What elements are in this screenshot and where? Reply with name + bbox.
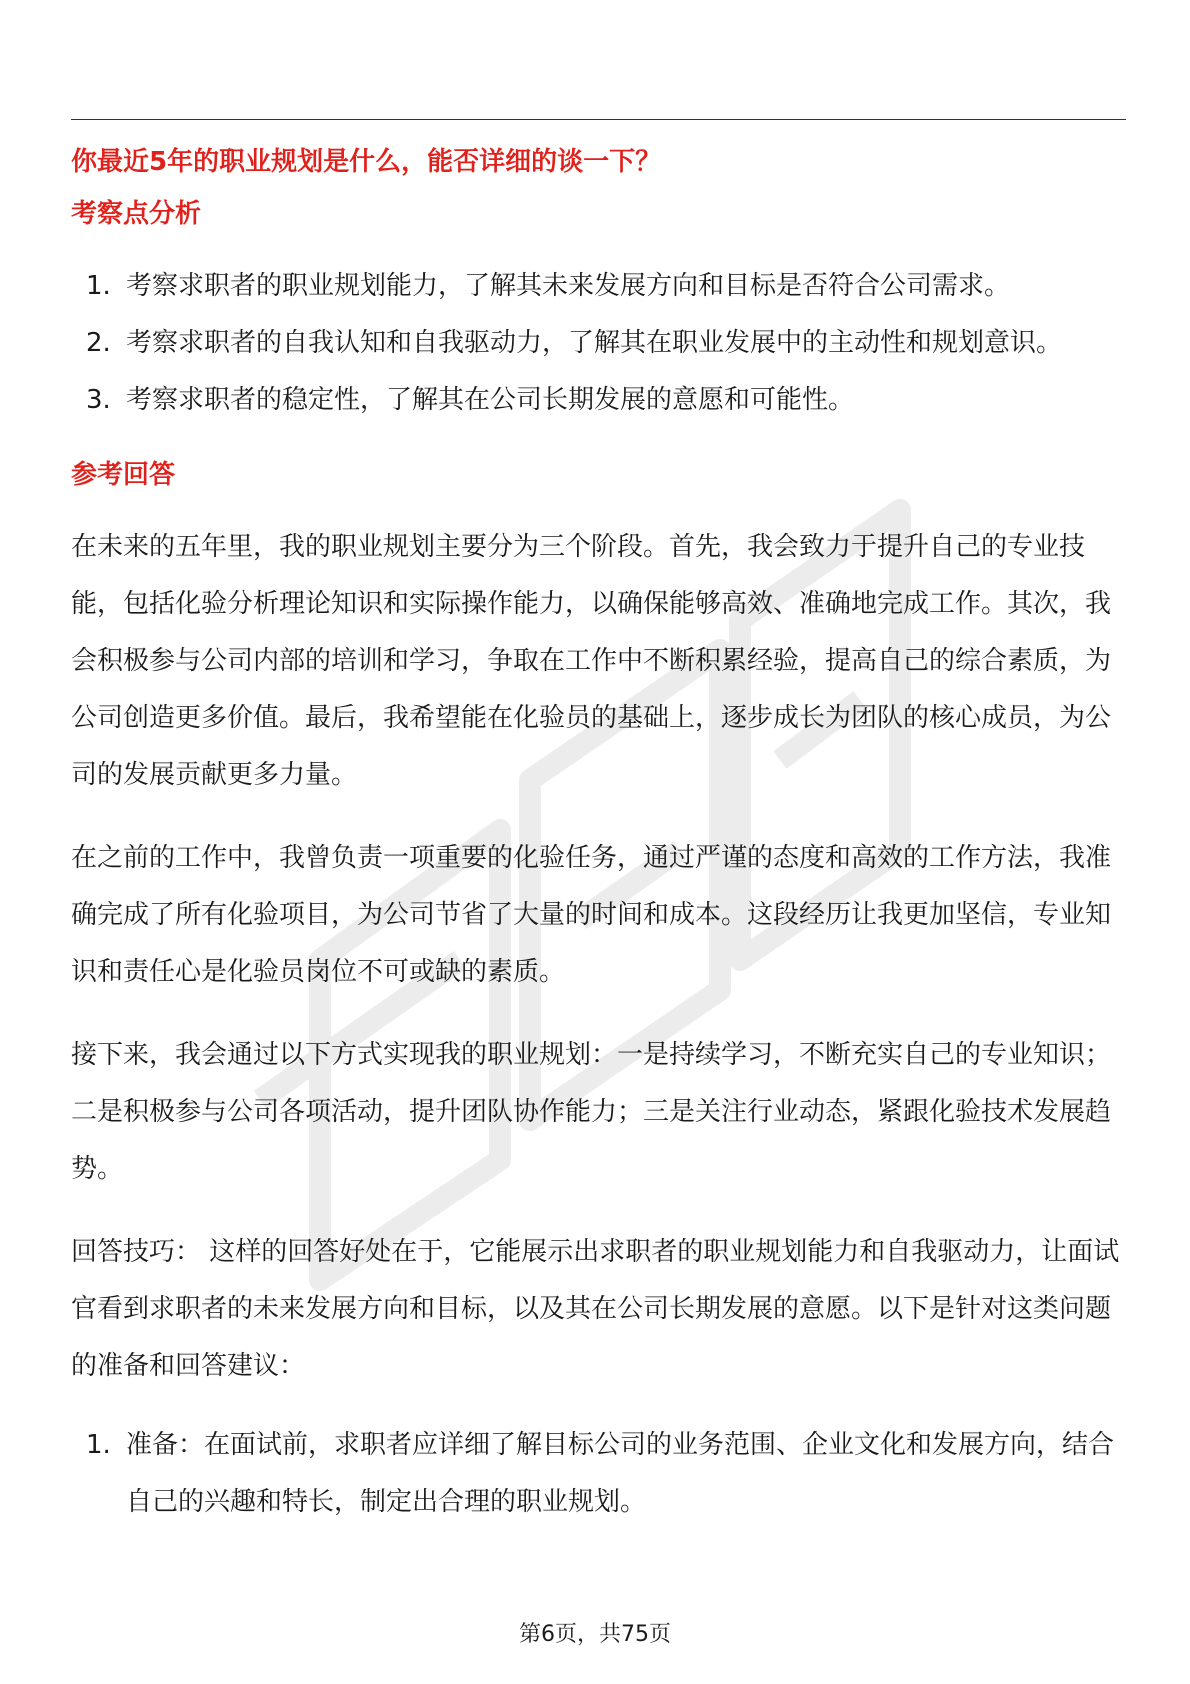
page-number-footer: 第6页，共75页	[519, 1622, 671, 1647]
analysis-title: 考察点分析	[71, 199, 202, 229]
answer-paragraph: 在未来的五年里，我的职业规划主要分为三个阶段。首先，我会致力于提升自己的专业技能，包括化验分析理论知识和实际操作能力，以确保能够高效、准确地完成工作。其次，我会积极参与公司内部的培训和学习，争取在工作中不断积累经验，提高自己的综合素质，为公司创造更多价值。最后，我希望能在化验员的基础上，逐步成长为团队的核心成员，为公司的发展贡献更多力量。	[71, 532, 1112, 790]
answer-tips-paragraph: 回答技巧： 这样的回答好处在于，它能展示出求职者的职业规划能力和自我驱动力，让面试官看到求职者的未来发展方向和目标，以及其在公司长期发展的意愿。以下是针对这类问题的准备和回答建议：	[71, 1237, 1120, 1381]
header-rule	[71, 119, 1126, 120]
list-item-number: 2.	[86, 328, 111, 358]
list-item	[71, 258, 1131, 315]
list-item-text: 考察求职者的职业规划能力，了解其未来发展方向和目标是否符合公司需求。	[126, 271, 1011, 301]
answer-paragraph: 在之前的工作中，我曾负责一项重要的化验任务，通过严谨的态度和高效的工作方法，我准确完成了所有化验项目，为公司节省了大量的时间和成本。这段经历让我更加坚信，专业知识和责任心是化验员岗位不可或缺的素质。	[71, 843, 1112, 987]
list-item	[71, 372, 1131, 429]
answer-title: 参考回答	[71, 460, 176, 490]
list-item	[71, 1417, 1131, 1531]
list-item-text: 准备：在面试前，求职者应详细了解目标公司的业务范围、企业文化和发展方向，结合自己的兴趣和特长，制定出合理的职业规划。	[126, 1430, 1115, 1517]
list-item-text: 考察求职者的自我认知和自我驱动力，了解其在职业发展中的主动性和规划意识。	[126, 328, 1063, 358]
question-heading: 你最近5年的职业规划是什么，能否详细的谈一下？	[71, 147, 662, 177]
answer-paragraph: 接下来，我会通过以下方式实现我的职业规划：一是持续学习，不断充实自己的专业知识；二是积极参与公司各项活动，提升团队协作能力；三是关注行业动态，紧跟化验技术发展趋势。	[71, 1040, 1112, 1184]
analysis-list	[71, 258, 1131, 429]
list-item-number: 1.	[86, 1430, 111, 1460]
list-item-text: 考察求职者的稳定性，了解其在公司长期发展的意愿和可能性。	[126, 385, 855, 415]
list-item-number: 1.	[86, 271, 111, 301]
list-item	[71, 315, 1131, 372]
list-item-number: 3.	[86, 385, 111, 415]
tips-list	[71, 1417, 1131, 1531]
main-content	[71, 138, 1131, 1531]
